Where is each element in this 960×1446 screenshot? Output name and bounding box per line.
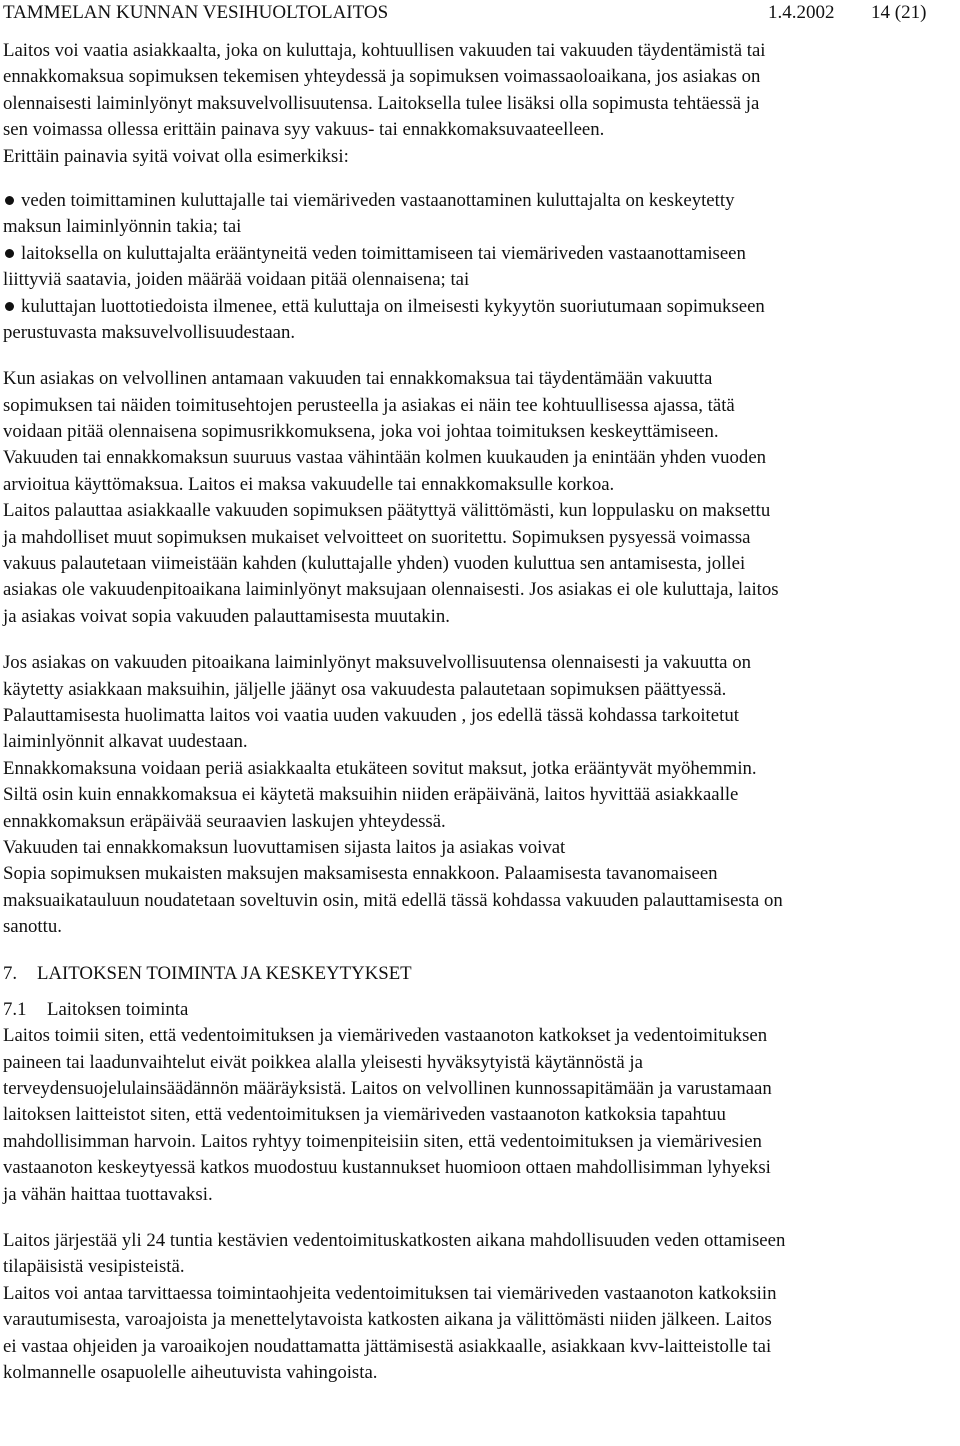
subsection-7-1 (3, 997, 955, 1208)
text-line: kolmannelle osapuolelle aiheutuvista vahingoista. (3, 1361, 378, 1383)
bullet-text: maksun laiminlyönnin takia; tai (3, 216, 242, 238)
section-heading (3, 961, 955, 987)
text-line: Jos asiakas on vakuuden pitoaikana laiminlyönyt maksuvelvollisuutensa olennaisesti ja vakuutta on (3, 652, 751, 674)
text-line: Vakuuden tai ennakkomaksun luovuttamisen sijasta laitos ja asiakas voivat (3, 836, 566, 858)
text-line: Sopia sopimuksen mukaisten maksujen maksamisesta ennakkoon. Palaamisesta tavanomaiseen (3, 863, 718, 885)
text-line: Laitos voi vaatia asiakkaalta, joka on kuluttaja, kohtuullisen vakuuden tai vakuuden täydentämistä tai (3, 40, 766, 61)
section-number: 7. (3, 962, 18, 984)
text-line: sanottu. (3, 916, 62, 938)
bullet-text: veden toimittaminen kuluttajalle tai viemäriveden vastaanottaminen kuluttajalta on keskeytetty (21, 189, 735, 211)
bullet-item (3, 294, 955, 347)
text-line: käytetty asiakkaan maksuihin, jäljelle jäänyt osa vakuudesta palautetaan sopimuksen päättyessä. (3, 678, 727, 700)
text-line: olennaisesti laiminlyönyt maksuvelvollisuutensa. Laitoksella tulee lisäksi olla sopimusta tehtäessä ja (3, 92, 760, 114)
page-number: 14 (21) (871, 2, 927, 23)
text-line: sen voimassa ollessa erittäin painava syy vakuus- tai ennakkomaksuvaateelleen. (3, 119, 605, 141)
organization-name: TAMMELAN KUNNAN VESIHUOLTOLAITOS (3, 2, 389, 23)
text-line: laitoksen laitteistot siten, että vedentoimituksen ja viemäriveden vastaanoton katkoksia tapahtuu (3, 1104, 726, 1126)
text-line: mahdollisimman harvoin. Laitos ryhtyy toimenpiteisiin siten, että vedentoimituksen ja viemärivesien (3, 1130, 762, 1152)
text-line: varautumisesta, varoajoista ja menettelytavoista katkosten aikana ja välittömästi niiden jälkeen. Laitos (3, 1309, 772, 1331)
text-line: ja asiakas voivat sopia vakuuden palauttamisesta muutakin. (3, 605, 450, 627)
text-line: ja mahdolliset muut sopimuksen mukaiset velvoitteet on suoritettu. Sopimuksen pysyessä voimassa (3, 526, 751, 548)
text-line: vakuus palautetaan viimeistään kahden (kuluttajalle yhden) vuoden kuluttua sen antamisesta, jollei (3, 553, 746, 575)
bullet-icon (5, 249, 14, 258)
text-line: Siltä osin kuin ennakkomaksua ei käytetä maksuihin niiden eräpäivänä, laitos hyvittää asiakkaalle (3, 784, 739, 806)
text-line: Laitos voi antaa tarvittaessa toimintaohjeita vedentoimituksen tai viemäriveden vastaanoton katkoksiin (3, 1282, 777, 1304)
bullet-text: liittyviä saatavia, joiden määrää voidaan pitää olennaisena; tai (3, 269, 470, 291)
bullet-item (3, 188, 955, 241)
subsection-number: 7.1 (3, 998, 27, 1020)
bullet-icon (5, 302, 14, 311)
text-line: ennakkomaksua sopimuksen tekemisen yhteydessä ja sopimuksen voimassaoloaikana, jos asiakas on (3, 66, 761, 88)
bullet-item (3, 241, 955, 294)
security-paragraph (3, 366, 955, 630)
text-line: vastaanoton keskeytyessä katkos muodostuu kustannukset huomioon ottaen mahdollisimman lyhyeksi (3, 1157, 771, 1179)
page-header (3, 1, 960, 25)
document-date: 1.4.2002 (768, 2, 835, 23)
bullet-text: kuluttajan luottotiedoista ilmenee, että kuluttaja on ilmeisesti kykyytön suoriutumaan sopimukseen (21, 295, 765, 317)
bullet-icon (5, 196, 14, 205)
text-line: Ennakkomaksuna voidaan periä asiakkaalta etukäteen sovitut maksut, jotka erääntyvät myöhemmin. (3, 757, 757, 779)
section-title: LAITOKSEN TOIMINTA JA KESKEYTYKSET (37, 962, 412, 984)
text-line: ennakkomaksun eräpäivää seuraavien laskujen yhteydessä. (3, 810, 446, 832)
return-paragraph (3, 650, 955, 940)
text-line: laiminlyönnit alkavat uudestaan. (3, 731, 248, 753)
text-line: arvioitua käyttömaksua. Laitos ei maksa vakuudelle tai ennakkomaksulle korkoa. (3, 473, 615, 495)
text-line: tilapäisistä vesipisteistä. (3, 1256, 185, 1278)
bullet-text: perustuvasta maksuvelvollisuudestaan. (3, 321, 296, 343)
text-line: maksuaikatauluun noudatetaan soveltuvin osin, mitä edellä tässä kohdassa vakuuden palauttamisesta on (3, 889, 783, 911)
text-line: voidaan pitää olennaisena sopimusrikkomuksena, joka voi johtaa toimituksen keskeyttämiseen. (3, 421, 719, 443)
text-line: terveydensuojelulainsäädännön määräyksistä. Laitos on velvollinen kunnossapitämään ja varustamaan (3, 1078, 772, 1100)
text-line: Laitos palauttaa asiakkaalle vakuuden sopimuksen päätyttyä välittömästi, kun loppulasku on maksettu (3, 500, 771, 522)
text-line: Palauttamisesta huolimatta laitos voi vaatia uuden vakuuden , jos edellä tässä kohdassa tarkoitetut (3, 704, 739, 726)
subsection-heading (3, 997, 955, 1023)
outage-paragraph (3, 1228, 955, 1386)
bullet-list (3, 188, 955, 346)
text-line: Erittäin painavia syitä voivat olla esimerkiksi: (3, 145, 349, 167)
text-line: ei vastaa ohjeiden ja varoaikojen noudattamatta jättämisestä asiakkaalle, asiakkaan kvv-laitteistolle tai (3, 1335, 772, 1357)
text-line: Kun asiakas on velvollinen antamaan vakuuden tai ennakkomaksua tai täydentämään vakuutta (3, 368, 713, 390)
text-line: asiakas ole vakuudenpitoaikana laiminlyönyt maksujaan olennaisesti. Jos asiakas ei ole kuluttaja, laitos (3, 579, 779, 601)
intro-paragraph (3, 38, 955, 170)
text-line: Laitos toimii siten, että vedentoimituksen ja viemäriveden vastaanoton katkokset ja vedentoimituksen (3, 1025, 768, 1047)
text-line: sopimuksen tai näiden toimitusehtojen perusteella ja asiakas ei näin tee kohtuullisessa ajassa, tätä (3, 394, 735, 416)
subsection-title: Laitoksen toiminta (47, 998, 189, 1020)
text-line: ja vähän haittaa tuottavaksi. (3, 1183, 213, 1205)
text-line: Vakuuden tai ennakkomaksun suuruus vastaa vähintään kolmen kuukauden ja enintään yhden vuoden (3, 447, 767, 469)
text-line: paineen tai laadunvaihtelut eivät poikkea alalla yleisesti hyväksytyistä käytännöstä ja (3, 1051, 643, 1073)
document-body (3, 38, 955, 1386)
text-line: Laitos järjestää yli 24 tuntia kestävien vedentoimituskatkosten aikana mahdollisuuden veden ottamiseen (3, 1230, 786, 1252)
bullet-text: laitoksella on kuluttajalta erääntyneitä veden toimittamiseen tai viemäriveden vastaanottamiseen (21, 242, 746, 264)
